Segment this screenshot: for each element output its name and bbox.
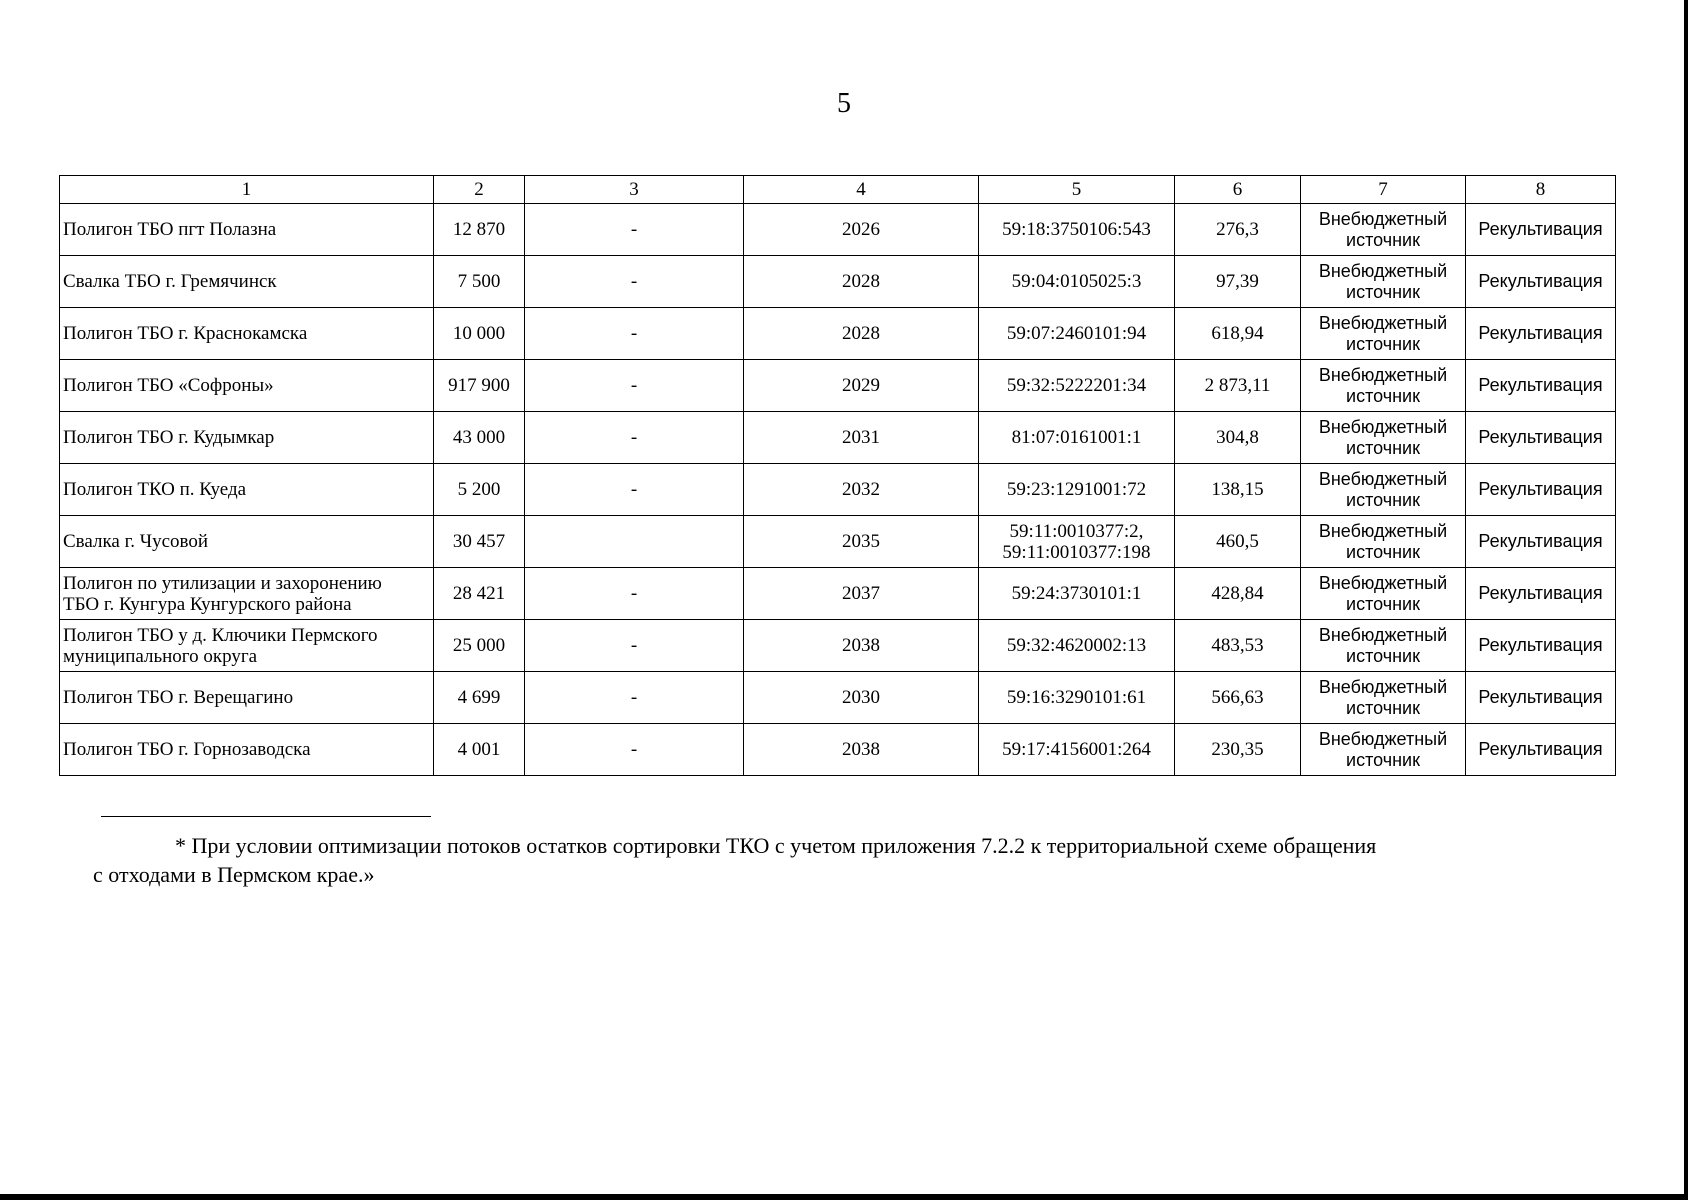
cell-col2: 12 870 bbox=[434, 204, 525, 256]
cadastral-number: 59:07:2460101:94 bbox=[1006, 323, 1147, 344]
cadastral-number: 59:04:0105025:3 bbox=[1011, 271, 1142, 292]
cell-col2: 917 900 bbox=[434, 360, 525, 412]
page-edge-right bbox=[1684, 0, 1688, 1200]
footnote-line: * При условии оптимизации потоков остатков сортировки ТКО с учетом приложения 7.2.2 к территориальной схеме обращения bbox=[175, 833, 1377, 858]
cadastral-number: 59:16:3290101:61 bbox=[1006, 687, 1147, 708]
cell-funding bbox=[1301, 620, 1466, 672]
funding-line: Внебюджетный bbox=[1318, 520, 1448, 541]
cell-action: Рекультивация bbox=[1466, 256, 1616, 308]
cell-col2: 4 001 bbox=[434, 724, 525, 776]
cell-funding bbox=[1301, 672, 1466, 724]
cell-col6: 566,63 bbox=[1175, 672, 1301, 724]
cell-col3: - bbox=[525, 672, 744, 724]
column-header: 3 bbox=[525, 176, 744, 204]
cell-name bbox=[60, 568, 434, 620]
cell-cadastral bbox=[979, 204, 1175, 256]
funding-line: Внебюджетный bbox=[1318, 572, 1448, 593]
footnote-line: с отходами в Пермском крае.» bbox=[93, 862, 375, 887]
cell-cadastral bbox=[979, 464, 1175, 516]
funding-line: источник bbox=[1346, 749, 1420, 770]
cell-col3: - bbox=[525, 568, 744, 620]
cell-col3: - bbox=[525, 308, 744, 360]
cell-funding bbox=[1301, 464, 1466, 516]
cell-cadastral bbox=[979, 568, 1175, 620]
facility-name: Полигон ТБО у д. Ключики Пермского bbox=[63, 624, 378, 646]
cadastral-number: 81:07:0161001:1 bbox=[1011, 427, 1142, 448]
funding-line: источник bbox=[1346, 437, 1420, 458]
column-header: 2 bbox=[434, 176, 525, 204]
cadastral-number: 59:32:5222201:34 bbox=[1006, 375, 1147, 396]
cell-col3: - bbox=[525, 360, 744, 412]
cell-col6: 428,84 bbox=[1175, 568, 1301, 620]
facility-name: Свалка ТБО г. Гремячинск bbox=[63, 271, 277, 292]
table-row bbox=[60, 568, 1616, 620]
cell-action: Рекультивация bbox=[1466, 568, 1616, 620]
cell-col6: 276,3 bbox=[1175, 204, 1301, 256]
facility-name: Полигон ТБО г. Горнозаводска bbox=[63, 739, 311, 760]
cell-col6: 483,53 bbox=[1175, 620, 1301, 672]
cell-funding bbox=[1301, 568, 1466, 620]
facility-name-cont: ТБО г. Кунгура Кунгурского района bbox=[63, 593, 352, 615]
cell-col3: - bbox=[525, 204, 744, 256]
cell-funding bbox=[1301, 360, 1466, 412]
cell-col6: 618,94 bbox=[1175, 308, 1301, 360]
table-row bbox=[60, 360, 1616, 412]
cell-col3: - bbox=[525, 412, 744, 464]
facility-name: Полигон ТБО «Софроны» bbox=[63, 375, 274, 396]
cell-cadastral bbox=[979, 412, 1175, 464]
facility-name-cont: муниципального округа bbox=[63, 645, 258, 667]
cadastral-number: 59:32:4620002:13 bbox=[1006, 635, 1147, 656]
cell-col3: - bbox=[525, 256, 744, 308]
table-row bbox=[60, 724, 1616, 776]
cell-year: 2038 bbox=[744, 724, 979, 776]
cell-year: 2030 bbox=[744, 672, 979, 724]
facility-name: Полигон ТБО г. Кудымкар bbox=[63, 427, 275, 448]
column-header: 5 bbox=[979, 176, 1175, 204]
cell-year: 2026 bbox=[744, 204, 979, 256]
landfill-table bbox=[59, 175, 1616, 776]
cell-action: Рекультивация bbox=[1466, 464, 1616, 516]
cell-name bbox=[60, 620, 434, 672]
footnote-divider bbox=[101, 816, 431, 817]
cell-col6: 97,39 bbox=[1175, 256, 1301, 308]
funding-line: Внебюджетный bbox=[1318, 676, 1448, 697]
column-header: 6 bbox=[1175, 176, 1301, 204]
funding-line: источник bbox=[1346, 229, 1420, 250]
cell-funding bbox=[1301, 724, 1466, 776]
funding-line: источник bbox=[1346, 333, 1420, 354]
column-header: 1 bbox=[60, 176, 434, 204]
cell-cadastral bbox=[979, 308, 1175, 360]
cell-action: Рекультивация bbox=[1466, 360, 1616, 412]
cell-action: Рекультивация bbox=[1466, 620, 1616, 672]
cell-col2: 30 457 bbox=[434, 516, 525, 568]
table-header-row bbox=[60, 176, 1616, 204]
funding-line: Внебюджетный bbox=[1318, 312, 1448, 333]
cell-name bbox=[60, 360, 434, 412]
table-row bbox=[60, 256, 1616, 308]
table-row bbox=[60, 412, 1616, 464]
funding-line: источник bbox=[1346, 593, 1420, 614]
funding-line: Внебюджетный bbox=[1318, 208, 1448, 229]
column-header: 7 bbox=[1301, 176, 1466, 204]
cell-action: Рекультивация bbox=[1466, 412, 1616, 464]
facility-name: Свалка г. Чусовой bbox=[63, 531, 209, 552]
cell-col3 bbox=[525, 516, 744, 568]
cell-col2: 43 000 bbox=[434, 412, 525, 464]
cell-name bbox=[60, 204, 434, 256]
page-number: 5 bbox=[837, 88, 851, 119]
cadastral-number: 59:17:4156001:264 bbox=[1002, 739, 1151, 760]
funding-line: Внебюджетный bbox=[1318, 728, 1448, 749]
cell-cadastral bbox=[979, 256, 1175, 308]
table-row bbox=[60, 464, 1616, 516]
cell-col2: 7 500 bbox=[434, 256, 525, 308]
cell-col6: 230,35 bbox=[1175, 724, 1301, 776]
cell-year: 2038 bbox=[744, 620, 979, 672]
funding-line: Внебюджетный bbox=[1318, 416, 1448, 437]
cell-col2: 25 000 bbox=[434, 620, 525, 672]
table-row bbox=[60, 204, 1616, 256]
cadastral-number: 59:18:3750106:543 bbox=[1002, 219, 1151, 240]
cell-action: Рекультивация bbox=[1466, 724, 1616, 776]
cell-action: Рекультивация bbox=[1466, 308, 1616, 360]
page-edge-bottom bbox=[0, 1194, 1688, 1200]
cell-col6: 304,8 bbox=[1175, 412, 1301, 464]
cell-funding bbox=[1301, 412, 1466, 464]
cadastral-number: 59:23:1291001:72 bbox=[1006, 479, 1147, 500]
funding-line: Внебюджетный bbox=[1318, 260, 1448, 281]
funding-line: источник bbox=[1346, 541, 1420, 562]
facility-name: Полигон ТБО г. Верещагино bbox=[63, 687, 294, 708]
column-header: 8 bbox=[1466, 176, 1616, 204]
cell-year: 2037 bbox=[744, 568, 979, 620]
cell-col6: 460,5 bbox=[1175, 516, 1301, 568]
cadastral-number: 59:24:3730101:1 bbox=[1011, 583, 1142, 604]
funding-line: источник bbox=[1346, 281, 1420, 302]
facility-name: Полигон ТБО г. Краснокамска bbox=[63, 323, 308, 344]
cell-cadastral bbox=[979, 672, 1175, 724]
cell-year: 2031 bbox=[744, 412, 979, 464]
cell-cadastral bbox=[979, 360, 1175, 412]
cell-col2: 10 000 bbox=[434, 308, 525, 360]
cell-name bbox=[60, 516, 434, 568]
table-row bbox=[60, 516, 1616, 568]
column-header: 4 bbox=[744, 176, 979, 204]
funding-line: Внебюджетный bbox=[1318, 468, 1448, 489]
cell-year: 2028 bbox=[744, 256, 979, 308]
table-row bbox=[60, 672, 1616, 724]
cell-name bbox=[60, 724, 434, 776]
cell-col3: - bbox=[525, 724, 744, 776]
cell-col2: 5 200 bbox=[434, 464, 525, 516]
cell-year: 2028 bbox=[744, 308, 979, 360]
funding-line: источник bbox=[1346, 489, 1420, 510]
cell-cadastral bbox=[979, 620, 1175, 672]
cell-funding bbox=[1301, 256, 1466, 308]
cell-action: Рекультивация bbox=[1466, 204, 1616, 256]
facility-name: Полигон по утилизации и захоронению bbox=[63, 572, 382, 594]
cell-name bbox=[60, 672, 434, 724]
cell-funding bbox=[1301, 516, 1466, 568]
cell-funding bbox=[1301, 308, 1466, 360]
cell-funding bbox=[1301, 204, 1466, 256]
table-row bbox=[60, 308, 1616, 360]
cell-col2: 28 421 bbox=[434, 568, 525, 620]
cell-name bbox=[60, 308, 434, 360]
cadastral-number: 59:11:0010377:198 bbox=[1002, 541, 1151, 563]
cell-cadastral bbox=[979, 724, 1175, 776]
cell-year: 2035 bbox=[744, 516, 979, 568]
cell-col6: 2 873,11 bbox=[1175, 360, 1301, 412]
cell-year: 2029 bbox=[744, 360, 979, 412]
cell-col3: - bbox=[525, 464, 744, 516]
cell-year: 2032 bbox=[744, 464, 979, 516]
funding-line: Внебюджетный bbox=[1318, 624, 1448, 645]
funding-line: источник bbox=[1346, 385, 1420, 406]
funding-line: Внебюджетный bbox=[1318, 364, 1448, 385]
facility-name: Полигон ТБО пгт Полазна bbox=[63, 219, 277, 240]
facility-name: Полигон ТКО п. Куеда bbox=[63, 479, 247, 500]
cell-name bbox=[60, 464, 434, 516]
funding-line: источник bbox=[1346, 697, 1420, 718]
footnote bbox=[93, 831, 1533, 889]
cell-col6: 138,15 bbox=[1175, 464, 1301, 516]
cell-name bbox=[60, 256, 434, 308]
cadastral-number: 59:11:0010377:2, bbox=[1009, 520, 1144, 542]
cell-action: Рекультивация bbox=[1466, 672, 1616, 724]
funding-line: источник bbox=[1346, 645, 1420, 666]
cell-name bbox=[60, 412, 434, 464]
cell-cadastral bbox=[979, 516, 1175, 568]
cell-action: Рекультивация bbox=[1466, 516, 1616, 568]
cell-col2: 4 699 bbox=[434, 672, 525, 724]
cell-col3: - bbox=[525, 620, 744, 672]
table-row bbox=[60, 620, 1616, 672]
